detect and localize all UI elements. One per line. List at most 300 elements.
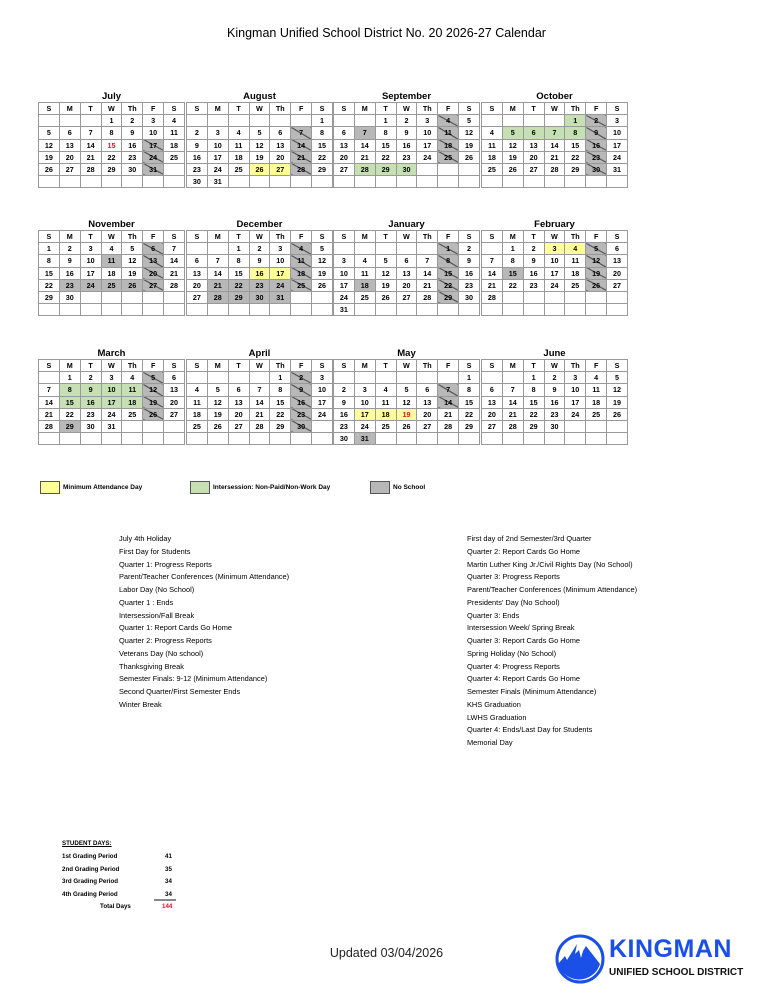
empty-cell xyxy=(354,304,375,316)
day-cell: 4 xyxy=(164,115,185,127)
empty-cell xyxy=(249,372,270,384)
day-cell: 11 xyxy=(565,255,586,267)
day-cell: 26 xyxy=(122,279,143,291)
day-cell: 2 xyxy=(334,384,355,396)
day-cell: 28 xyxy=(249,420,270,432)
weekday-header: S xyxy=(39,360,60,372)
day-cell: 29 xyxy=(312,163,333,175)
day-cell: 5 xyxy=(122,243,143,255)
week-row xyxy=(482,433,628,445)
grading-period-days: 34 xyxy=(165,878,172,886)
day-cell: 10 xyxy=(80,255,101,267)
day-cell: 25 xyxy=(291,279,312,291)
day-cell: 27 xyxy=(523,163,544,175)
empty-cell xyxy=(80,291,101,303)
day-cell: 3 xyxy=(354,384,375,396)
day-cell: 19 xyxy=(39,151,60,163)
week-row xyxy=(482,384,628,396)
weekday-header-row xyxy=(334,360,480,372)
empty-cell xyxy=(375,304,396,316)
empty-cell xyxy=(228,115,249,127)
weekday-header: T xyxy=(80,103,101,115)
event-description: Quarter 3: Report Cards Go Home xyxy=(467,636,580,645)
empty-cell xyxy=(334,115,355,127)
month-table xyxy=(481,359,628,445)
day-cell: 12 xyxy=(249,139,270,151)
empty-cell xyxy=(607,420,628,432)
event-description: Semester Finals (Minimum Attendance) xyxy=(467,687,597,696)
day-cell: 16 xyxy=(59,267,80,279)
weekday-header: T xyxy=(375,231,396,243)
day-cell: 22 xyxy=(39,279,60,291)
empty-cell xyxy=(523,433,544,445)
weekday-header: S xyxy=(459,360,480,372)
day-cell: 31 xyxy=(607,163,628,175)
day-cell: 5 xyxy=(502,127,523,139)
empty-cell xyxy=(607,433,628,445)
day-cell: 8 xyxy=(39,255,60,267)
day-cell: 12 xyxy=(207,396,228,408)
empty-cell xyxy=(122,420,143,432)
day-cell: 18 xyxy=(482,151,503,163)
day-cell: 16 xyxy=(459,267,480,279)
week-row xyxy=(482,163,628,175)
day-cell: 6 xyxy=(143,243,164,255)
day-cell: 18 xyxy=(228,151,249,163)
day-cell: 19 xyxy=(312,267,333,279)
empty-cell xyxy=(354,372,375,384)
day-cell: 8 xyxy=(565,127,586,139)
month-march xyxy=(38,348,185,445)
week-row xyxy=(39,267,185,279)
day-cell: 4 xyxy=(565,243,586,255)
event-description: Quarter 4: Report Cards Go Home xyxy=(467,674,580,684)
empty-cell xyxy=(375,433,396,445)
day-cell: 25 xyxy=(375,420,396,432)
empty-cell xyxy=(417,372,438,384)
day-cell: 5 xyxy=(143,372,164,384)
month-name: March xyxy=(97,348,126,359)
empty-cell xyxy=(80,433,101,445)
month-name: July xyxy=(101,91,121,102)
day-cell: 1 xyxy=(375,115,396,127)
day-cell: 9 xyxy=(586,127,607,139)
legend-label: No School xyxy=(393,484,426,491)
weekday-header: S xyxy=(187,103,208,115)
empty-cell xyxy=(80,115,101,127)
day-cell: 17 xyxy=(607,139,628,151)
empty-cell xyxy=(438,304,459,316)
weekday-header: T xyxy=(523,231,544,243)
day-cell: 25 xyxy=(565,279,586,291)
event-description: Quarter 2: Report Cards Go Home xyxy=(467,546,580,556)
day-cell: 8 xyxy=(459,384,480,396)
day-cell: 15 xyxy=(523,396,544,408)
weekday-header-row xyxy=(334,231,480,243)
sum-rule xyxy=(154,899,176,901)
empty-cell xyxy=(291,304,312,316)
event-description: KHS Graduation xyxy=(467,699,521,709)
empty-cell xyxy=(143,433,164,445)
week-row xyxy=(39,243,185,255)
weekday-header: T xyxy=(375,103,396,115)
empty-cell xyxy=(59,433,80,445)
empty-cell xyxy=(482,372,503,384)
day-cell: 25 xyxy=(354,291,375,303)
day-cell: 15 xyxy=(228,267,249,279)
day-cell: 12 xyxy=(502,139,523,151)
day-cell: 26 xyxy=(207,420,228,432)
day-cell: 14 xyxy=(80,139,101,151)
day-cell: 3 xyxy=(607,115,628,127)
day-cell: 6 xyxy=(59,127,80,139)
empty-cell xyxy=(80,176,101,188)
day-cell: 13 xyxy=(396,267,417,279)
empty-cell xyxy=(502,115,523,127)
empty-cell xyxy=(270,115,291,127)
weekday-header: W xyxy=(249,103,270,115)
weekday-header-row xyxy=(187,231,333,243)
day-cell: 17 xyxy=(207,151,228,163)
event-description: Quarter 1 : Ends xyxy=(119,597,174,607)
day-cell: 12 xyxy=(607,384,628,396)
month-name: February xyxy=(534,219,575,230)
day-cell: 25 xyxy=(122,408,143,420)
day-cell: 6 xyxy=(228,384,249,396)
day-cell: 12 xyxy=(375,267,396,279)
day-cell: 10 xyxy=(354,396,375,408)
day-cell: 25 xyxy=(101,279,122,291)
month-may xyxy=(333,348,480,445)
day-cell: 5 xyxy=(375,255,396,267)
day-cell: 18 xyxy=(291,267,312,279)
day-cell: 6 xyxy=(417,384,438,396)
day-cell: 30 xyxy=(334,433,355,445)
day-cell: 11 xyxy=(586,384,607,396)
day-cell: 2 xyxy=(586,115,607,127)
week-row xyxy=(39,408,185,420)
empty-cell xyxy=(164,176,185,188)
day-cell: 7 xyxy=(417,255,438,267)
day-cell: 14 xyxy=(544,139,565,151)
empty-cell xyxy=(312,291,333,303)
day-cell: 29 xyxy=(101,163,122,175)
week-row xyxy=(334,396,480,408)
day-cell: 26 xyxy=(143,408,164,420)
day-cell: 10 xyxy=(417,127,438,139)
month-name: October xyxy=(536,91,573,102)
weekday-header: M xyxy=(207,231,228,243)
day-cell: 23 xyxy=(523,279,544,291)
day-cell: 14 xyxy=(502,396,523,408)
empty-cell xyxy=(291,176,312,188)
day-cell: 18 xyxy=(375,408,396,420)
week-row xyxy=(482,304,628,316)
week-row xyxy=(334,243,480,255)
empty-cell xyxy=(187,304,208,316)
day-cell: 17 xyxy=(143,139,164,151)
weekday-header-row xyxy=(187,103,333,115)
day-cell: 21 xyxy=(39,408,60,420)
empty-cell xyxy=(544,115,565,127)
weekday-header: M xyxy=(502,360,523,372)
empty-cell xyxy=(312,420,333,432)
day-cell: 6 xyxy=(164,372,185,384)
empty-cell xyxy=(565,433,586,445)
day-cell: 14 xyxy=(207,267,228,279)
day-cell: 4 xyxy=(228,127,249,139)
month-february xyxy=(481,219,628,316)
month-table xyxy=(333,230,480,316)
day-cell: 19 xyxy=(207,408,228,420)
weekday-header: F xyxy=(586,360,607,372)
empty-cell xyxy=(291,433,312,445)
weekday-header-row xyxy=(482,231,628,243)
week-row xyxy=(187,384,333,396)
empty-cell xyxy=(164,420,185,432)
empty-cell xyxy=(291,115,312,127)
day-cell: 29 xyxy=(228,291,249,303)
day-cell: 18 xyxy=(122,396,143,408)
day-cell: 30 xyxy=(80,420,101,432)
day-cell: 7 xyxy=(80,127,101,139)
day-cell: 20 xyxy=(228,408,249,420)
week-row xyxy=(482,291,628,303)
day-cell: 23 xyxy=(122,151,143,163)
empty-cell xyxy=(101,291,122,303)
day-cell: 22 xyxy=(565,151,586,163)
day-cell: 8 xyxy=(228,255,249,267)
day-cell: 26 xyxy=(396,420,417,432)
day-cell: 6 xyxy=(187,255,208,267)
weekday-header: W xyxy=(249,231,270,243)
weekday-header: S xyxy=(39,231,60,243)
empty-cell xyxy=(417,433,438,445)
day-cell: 30 xyxy=(122,163,143,175)
empty-cell xyxy=(270,176,291,188)
empty-cell xyxy=(482,176,503,188)
empty-cell xyxy=(523,304,544,316)
day-cell: 24 xyxy=(143,151,164,163)
empty-cell xyxy=(502,176,523,188)
day-cell: 21 xyxy=(544,151,565,163)
week-row xyxy=(482,255,628,267)
weekday-header: F xyxy=(143,231,164,243)
day-cell: 11 xyxy=(482,139,503,151)
day-cell: 15 xyxy=(270,396,291,408)
week-row xyxy=(187,267,333,279)
day-cell: 17 xyxy=(417,139,438,151)
day-cell: 19 xyxy=(375,279,396,291)
day-cell: 10 xyxy=(565,384,586,396)
day-cell: 21 xyxy=(502,408,523,420)
day-cell: 25 xyxy=(228,163,249,175)
week-row xyxy=(187,127,333,139)
weekday-header: F xyxy=(291,231,312,243)
day-cell: 2 xyxy=(122,115,143,127)
week-row xyxy=(187,372,333,384)
empty-cell xyxy=(482,433,503,445)
day-cell: 30 xyxy=(187,176,208,188)
day-cell: 9 xyxy=(459,255,480,267)
day-cell: 10 xyxy=(270,255,291,267)
day-cell: 26 xyxy=(249,163,270,175)
week-row xyxy=(334,151,480,163)
weekday-header: W xyxy=(396,103,417,115)
empty-cell xyxy=(375,372,396,384)
weekday-header: W xyxy=(396,360,417,372)
weekday-header: T xyxy=(80,231,101,243)
day-cell: 28 xyxy=(39,420,60,432)
day-cell: 9 xyxy=(334,396,355,408)
week-row xyxy=(187,420,333,432)
day-cell: 17 xyxy=(334,279,355,291)
weekday-header-row xyxy=(187,360,333,372)
day-cell: 26 xyxy=(586,279,607,291)
day-cell: 12 xyxy=(586,255,607,267)
weekday-header: T xyxy=(228,360,249,372)
day-cell: 15 xyxy=(459,396,480,408)
empty-cell xyxy=(59,176,80,188)
empty-cell xyxy=(164,163,185,175)
week-row xyxy=(482,243,628,255)
empty-cell xyxy=(207,304,228,316)
weekday-header: S xyxy=(187,360,208,372)
week-row xyxy=(187,396,333,408)
day-cell: 4 xyxy=(101,243,122,255)
day-cell: 20 xyxy=(143,267,164,279)
day-cell: 23 xyxy=(187,163,208,175)
day-cell: 10 xyxy=(312,384,333,396)
empty-cell xyxy=(544,176,565,188)
empty-cell xyxy=(607,176,628,188)
day-cell: 19 xyxy=(249,151,270,163)
empty-cell xyxy=(187,243,208,255)
day-cell: 23 xyxy=(396,151,417,163)
week-row xyxy=(39,279,185,291)
day-cell: 12 xyxy=(143,384,164,396)
weekday-header: S xyxy=(482,231,503,243)
day-cell: 10 xyxy=(544,255,565,267)
day-cell: 28 xyxy=(291,163,312,175)
empty-cell xyxy=(187,115,208,127)
day-cell: 28 xyxy=(544,163,565,175)
empty-cell xyxy=(607,304,628,316)
weekday-header: F xyxy=(586,231,607,243)
day-cell: 13 xyxy=(59,139,80,151)
event-description: Presidents' Day (No School) xyxy=(467,597,560,607)
day-cell: 5 xyxy=(607,372,628,384)
day-cell: 20 xyxy=(187,279,208,291)
day-cell: 22 xyxy=(523,408,544,420)
day-cell: 8 xyxy=(502,255,523,267)
day-cell: 28 xyxy=(207,291,228,303)
day-cell: 7 xyxy=(207,255,228,267)
day-cell: 30 xyxy=(249,291,270,303)
day-cell: 6 xyxy=(396,255,417,267)
day-cell: 27 xyxy=(482,420,503,432)
day-cell: 15 xyxy=(101,139,122,151)
day-cell: 22 xyxy=(438,279,459,291)
day-cell: 1 xyxy=(39,243,60,255)
day-cell: 22 xyxy=(312,151,333,163)
empty-cell xyxy=(59,115,80,127)
day-cell: 22 xyxy=(59,408,80,420)
day-cell: 27 xyxy=(187,291,208,303)
weekday-header: Th xyxy=(270,231,291,243)
week-row xyxy=(482,372,628,384)
day-cell: 15 xyxy=(39,267,60,279)
day-cell: 24 xyxy=(544,279,565,291)
day-cell: 20 xyxy=(417,408,438,420)
week-row xyxy=(187,279,333,291)
day-cell: 30 xyxy=(291,420,312,432)
month-december xyxy=(186,219,333,316)
day-cell: 14 xyxy=(438,396,459,408)
month-august xyxy=(186,91,333,188)
empty-cell xyxy=(187,372,208,384)
day-cell: 27 xyxy=(334,163,355,175)
empty-cell xyxy=(523,115,544,127)
day-cell: 17 xyxy=(565,396,586,408)
day-cell: 7 xyxy=(164,243,185,255)
day-cell: 28 xyxy=(80,163,101,175)
day-cell: 22 xyxy=(101,151,122,163)
grading-period-label: 3rd Grading Period xyxy=(62,878,119,886)
week-row xyxy=(187,139,333,151)
day-cell: 4 xyxy=(438,115,459,127)
day-cell: 27 xyxy=(164,408,185,420)
empty-cell xyxy=(586,420,607,432)
empty-cell xyxy=(312,433,333,445)
day-cell: 11 xyxy=(101,255,122,267)
day-cell: 16 xyxy=(187,151,208,163)
empty-cell xyxy=(502,372,523,384)
day-cell: 14 xyxy=(354,139,375,151)
empty-cell xyxy=(312,176,333,188)
empty-cell xyxy=(354,243,375,255)
day-cell: 7 xyxy=(291,127,312,139)
day-cell: 12 xyxy=(396,396,417,408)
weekday-header: Th xyxy=(417,231,438,243)
day-cell: 16 xyxy=(334,408,355,420)
weekday-header: W xyxy=(544,231,565,243)
week-row xyxy=(334,433,480,445)
empty-cell xyxy=(396,176,417,188)
day-cell: 18 xyxy=(438,139,459,151)
day-cell: 14 xyxy=(249,396,270,408)
week-row xyxy=(187,433,333,445)
day-cell: 26 xyxy=(375,291,396,303)
weekday-header: S xyxy=(482,360,503,372)
empty-cell xyxy=(228,176,249,188)
event-description: Winter Break xyxy=(119,699,162,709)
weekday-header: T xyxy=(375,360,396,372)
empty-cell xyxy=(39,304,60,316)
day-cell: 5 xyxy=(249,127,270,139)
empty-cell xyxy=(228,433,249,445)
day-cell: 19 xyxy=(143,396,164,408)
day-cell: 10 xyxy=(143,127,164,139)
week-row xyxy=(39,291,185,303)
day-cell: 11 xyxy=(164,127,185,139)
day-cell: 10 xyxy=(334,267,355,279)
week-row xyxy=(187,291,333,303)
day-cell: 3 xyxy=(565,372,586,384)
event-description: Quarter 3: Progress Reports xyxy=(467,572,560,582)
day-cell: 11 xyxy=(291,255,312,267)
legend-swatch-yellow xyxy=(40,481,60,494)
